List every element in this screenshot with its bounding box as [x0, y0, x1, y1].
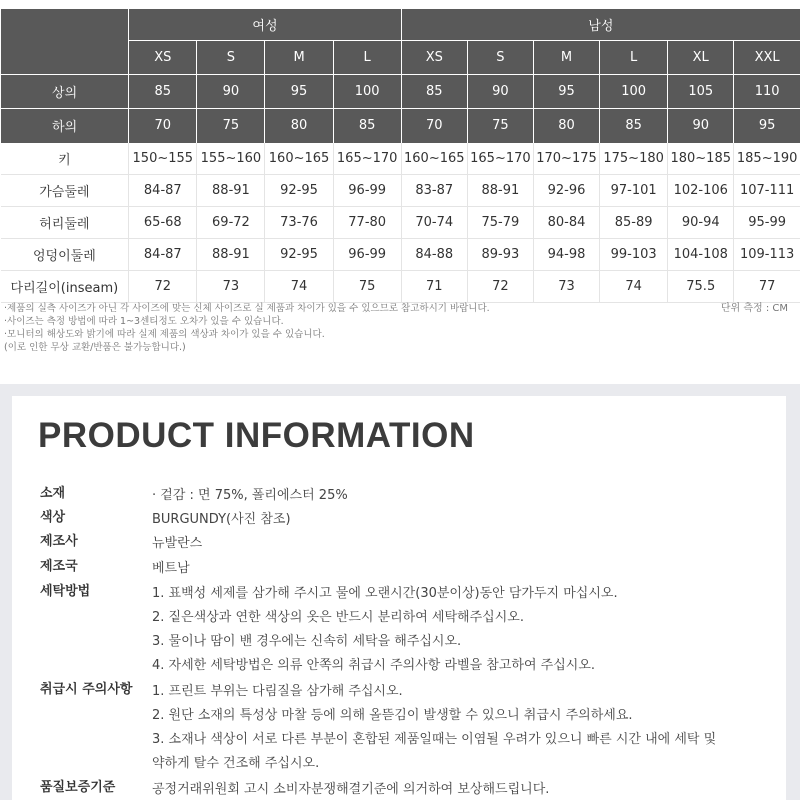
table-row	[1, 271, 800, 303]
table-cell: 75-79	[467, 207, 533, 239]
table-cell: 107-111	[734, 175, 800, 207]
table-cell: 77	[734, 271, 800, 303]
info-label: 취급시 주의사항	[40, 682, 133, 697]
table-cell: 90	[467, 75, 533, 109]
table-cell: 75	[467, 109, 533, 143]
table-cell: 65-68	[129, 207, 197, 239]
note-line: (이로 인한 무상 교환/반품은 불가능합니다.)	[4, 342, 186, 353]
table-cell: 94-98	[533, 239, 599, 271]
info-label: 소재	[40, 486, 66, 501]
table-corner	[1, 9, 129, 75]
table-cell: 110	[734, 75, 800, 109]
table-cell: 96-99	[333, 239, 401, 271]
info-value	[152, 534, 792, 558]
table-cell: 97-101	[600, 175, 668, 207]
info-label: 제조국	[40, 559, 78, 574]
table-cell: 104-108	[668, 239, 734, 271]
product-info-title: PRODUCT INFORMATION	[38, 416, 475, 455]
info-label: 색상	[40, 510, 66, 525]
table-cell: 80	[265, 109, 333, 143]
info-value	[152, 559, 792, 583]
row-label: 가슴둘레	[1, 175, 129, 207]
info-value	[152, 780, 792, 800]
table-cell: 95-99	[734, 207, 800, 239]
row-label: 다리길이(inseam)	[1, 271, 129, 303]
table-cell: 95	[265, 75, 333, 109]
table-cell: 90-94	[668, 207, 734, 239]
size-header-cell: S	[197, 41, 265, 75]
size-chart-table	[0, 8, 800, 303]
table-cell: 72	[129, 271, 197, 303]
size-header-cell: S	[467, 41, 533, 75]
table-cell: 85	[401, 75, 467, 109]
info-label: 품질보증기준	[40, 780, 116, 795]
table-cell: 75.5	[668, 271, 734, 303]
gender-header-women: 여성	[129, 9, 402, 41]
unit-note: 단위 측정 : CM	[720, 303, 788, 314]
table-cell: 92-95	[265, 175, 333, 207]
table-cell: 85	[129, 75, 197, 109]
table-cell: 70-74	[401, 207, 467, 239]
info-value-line: 1. 프린트 부위는 다림질을 삼가해 주십시오.	[152, 684, 403, 699]
size-notes	[4, 302, 794, 354]
table-cell: 70	[129, 109, 197, 143]
table-cell: 88-91	[197, 239, 265, 271]
note-line: ·모니터의 해상도와 밝기에 따라 실제 제품의 색상과 차이가 있을 수 있습니다.	[4, 329, 325, 340]
table-cell: 90	[668, 109, 734, 143]
info-value-line: 약하게 탈수 건조해 주십시오.	[152, 756, 320, 771]
table-cell: 100	[600, 75, 668, 109]
table-cell: 75	[333, 271, 401, 303]
table-cell: 150~155	[129, 143, 197, 175]
size-header-cell: L	[600, 41, 668, 75]
gender-header-men: 남성	[401, 9, 800, 41]
table-cell: 80	[533, 109, 599, 143]
table-cell: 85-89	[600, 207, 668, 239]
table-row	[1, 175, 800, 207]
info-value-line: 공정거래위원회 고시 소비자분쟁해결기준에 의거하여 보상해드립니다.	[152, 782, 550, 797]
size-header-cell: XXL	[734, 41, 800, 75]
info-value	[152, 510, 792, 534]
table-cell: 102-106	[668, 175, 734, 207]
size-header-cell: XS	[129, 41, 197, 75]
table-cell: 74	[265, 271, 333, 303]
table-cell: 180~185	[668, 143, 734, 175]
size-header-cell: M	[265, 41, 333, 75]
table-cell: 77-80	[333, 207, 401, 239]
info-value-line: · 겉감 : 면 75%, 폴리에스터 25%	[152, 488, 348, 503]
table-cell: 73-76	[265, 207, 333, 239]
info-value	[152, 584, 792, 680]
table-cell: 175~180	[600, 143, 668, 175]
table-cell: 95	[734, 109, 800, 143]
table-cell: 80-84	[533, 207, 599, 239]
table-cell: 74	[600, 271, 668, 303]
info-value	[152, 486, 792, 510]
info-value-line: 4. 자세한 세탁방법은 의류 안쪽의 취급시 주의사항 라벨을 참고하여 주십시오.	[152, 658, 596, 673]
table-cell: 88-91	[467, 175, 533, 207]
table-cell: 89-93	[467, 239, 533, 271]
row-label: 하의	[1, 109, 129, 143]
table-cell: 165~170	[467, 143, 533, 175]
row-label: 엉덩이둘레	[1, 239, 129, 271]
table-cell: 92-96	[533, 175, 599, 207]
table-cell: 88-91	[197, 175, 265, 207]
table-cell: 96-99	[333, 175, 401, 207]
table-cell: 95	[533, 75, 599, 109]
table-cell: 71	[401, 271, 467, 303]
table-cell: 84-88	[401, 239, 467, 271]
table-row	[1, 143, 800, 175]
info-value-line: 1. 표백성 세제를 삼가해 주시고 물에 오랜시간(30분이상)동안 담가두지 마십시오.	[152, 586, 618, 601]
table-row	[1, 239, 800, 271]
table-cell: 160~165	[265, 143, 333, 175]
info-label: 세탁방법	[40, 584, 91, 599]
table-cell: 83-87	[401, 175, 467, 207]
table-cell: 185~190	[734, 143, 800, 175]
note-line: ·사이즈는 측정 방법에 따라 1~3센티정도 오차가 있을 수 있습니다.	[4, 316, 284, 327]
table-cell: 75	[197, 109, 265, 143]
info-value-line: 뉴발란스	[152, 536, 203, 551]
table-cell: 165~170	[333, 143, 401, 175]
table-cell: 73	[533, 271, 599, 303]
info-value-line: 3. 소재나 색상이 서로 다른 부분이 혼합된 제품일때는 이염될 우려가 있으니 빠른 시간 내에 세탁 및	[152, 732, 717, 747]
table-cell: 70	[401, 109, 467, 143]
table-cell: 85	[600, 109, 668, 143]
table-cell: 99-103	[600, 239, 668, 271]
table-row	[1, 75, 800, 109]
table-cell: 90	[197, 75, 265, 109]
info-value	[152, 682, 792, 778]
table-cell: 69-72	[197, 207, 265, 239]
info-value-line: BURGUNDY(사진 참조)	[152, 512, 291, 527]
info-label: 제조사	[40, 534, 78, 549]
table-cell: 84-87	[129, 239, 197, 271]
row-label: 키	[1, 143, 129, 175]
table-cell: 155~160	[197, 143, 265, 175]
size-header-cell: L	[333, 41, 401, 75]
table-cell: 100	[333, 75, 401, 109]
table-cell: 85	[333, 109, 401, 143]
table-row	[1, 109, 800, 143]
table-cell: 92-95	[265, 239, 333, 271]
size-header-cell: XS	[401, 41, 467, 75]
info-value-line: 2. 짙은색상과 연한 색상의 옷은 반드시 분리하여 세탁해주십시오.	[152, 610, 524, 625]
info-value-line: 3. 물이나 땀이 밴 경우에는 신속히 세탁을 해주십시오.	[152, 634, 462, 649]
size-header-cell: M	[533, 41, 599, 75]
table-row	[1, 207, 800, 239]
table-cell: 109-113	[734, 239, 800, 271]
table-cell: 105	[668, 75, 734, 109]
table-cell: 160~165	[401, 143, 467, 175]
table-cell: 170~175	[533, 143, 599, 175]
table-cell: 72	[467, 271, 533, 303]
row-label: 허리둘레	[1, 207, 129, 239]
note-line: ·제품의 실측 사이즈가 아닌 각 사이즈에 맞는 신체 사이즈로 실 제품과 차이가 있을 수 있으므로 참고하시기 바랍니다.	[4, 303, 490, 314]
info-value-line: 2. 원단 소재의 특성상 마찰 등에 의해 올뜯김이 발생할 수 있으니 취급시 주의하세요.	[152, 708, 633, 723]
size-header-cell: XL	[668, 41, 734, 75]
table-cell: 73	[197, 271, 265, 303]
row-label: 상의	[1, 75, 129, 109]
info-value-line: 베트남	[152, 561, 190, 576]
table-cell: 84-87	[129, 175, 197, 207]
